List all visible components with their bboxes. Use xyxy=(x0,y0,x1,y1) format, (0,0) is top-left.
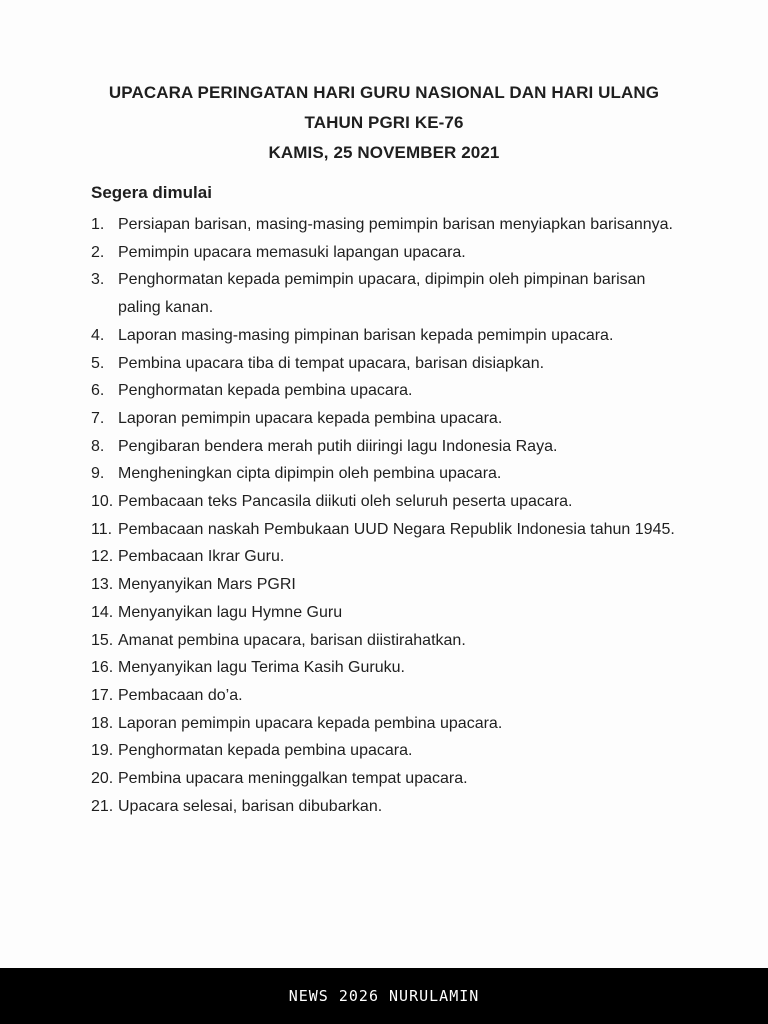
list-item xyxy=(91,239,677,267)
list-item xyxy=(91,211,677,239)
document-title-block xyxy=(91,78,677,168)
list-item xyxy=(91,710,677,738)
list-item-number: 11. xyxy=(91,520,113,538)
list-item xyxy=(91,571,677,599)
footer-watermark-text: NEWS 2026 NURULAMIN xyxy=(288,987,480,1005)
list-item-number: 19. xyxy=(91,742,114,760)
footer-watermark-bar xyxy=(0,968,768,1024)
list-item-text: Upacara selesai, barisan dibubarkan. xyxy=(118,797,383,815)
list-item xyxy=(91,516,677,544)
title-line-1: UPACARA PERINGATAN HARI GURU NASIONAL DAN HARI ULANG xyxy=(108,83,660,102)
list-item xyxy=(91,599,677,627)
list-item-number: 13. xyxy=(91,576,114,594)
list-item-number: 2. xyxy=(91,243,105,261)
list-item-number: 20. xyxy=(91,770,114,788)
list-item-text: Menyanyikan lagu Hymne Guru xyxy=(118,603,343,621)
list-item xyxy=(91,460,677,488)
list-item-number: 8. xyxy=(91,437,105,455)
list-item xyxy=(91,405,677,433)
list-item-text: Penghormatan kepada pembina upacara. xyxy=(118,382,413,400)
list-item-text: Penghormatan kepada pemimpin upacara, dipimpin oleh pimpinan barisan paling kanan. xyxy=(118,271,646,317)
list-item xyxy=(91,543,677,571)
list-item-number: 18. xyxy=(91,714,114,732)
section-heading: Segera dimulai xyxy=(91,183,212,202)
list-item xyxy=(91,793,677,821)
list-item-text: Laporan masing-masing pimpinan barisan kepada pemimpin upacara. xyxy=(118,326,614,344)
list-item xyxy=(91,654,677,682)
title-line-3: KAMIS, 25 NOVEMBER 2021 xyxy=(268,143,500,162)
list-item xyxy=(91,266,677,321)
list-item-text: Pembacaan do’a. xyxy=(118,686,243,704)
list-item-number: 12. xyxy=(91,548,114,566)
list-item-text: Pembina upacara meninggalkan tempat upacara. xyxy=(118,770,468,788)
list-item xyxy=(91,433,677,461)
title-line-2: TAHUN PGRI KE-76 xyxy=(304,113,464,132)
list-item-number: 7. xyxy=(91,409,105,427)
list-item-text: Pembacaan teks Pancasila diikuti oleh seluruh peserta upacara. xyxy=(118,493,573,511)
list-item-number: 16. xyxy=(91,659,114,677)
list-item-text: Pengibaran bendera merah putih diiringi lagu Indonesia Raya. xyxy=(118,437,558,455)
list-item-number: 1. xyxy=(91,216,105,233)
list-item-text: Laporan pemimpin upacara kepada pembina upacara. xyxy=(118,409,503,427)
list-item-number: 17. xyxy=(91,686,114,704)
list-item-text: Menyanyikan Mars PGRI xyxy=(118,576,296,594)
list-item xyxy=(91,488,677,516)
list-item-text: Menyanyikan lagu Terima Kasih Guruku. xyxy=(118,659,405,677)
list-item-number: 9. xyxy=(91,465,105,483)
list-item-text: Persiapan barisan, masing-masing pemimpin barisan menyiapkan barisannya. xyxy=(118,216,673,233)
list-item xyxy=(91,737,677,765)
list-item xyxy=(91,682,677,710)
list-item-text: Pembina upacara tiba di tempat upacara, barisan disiapkan. xyxy=(118,354,545,372)
list-item-number: 5. xyxy=(91,354,105,372)
list-item xyxy=(91,350,677,378)
list-item-text: Mengheningkan cipta dipimpin oleh pembina upacara. xyxy=(118,465,502,483)
list-item xyxy=(91,627,677,655)
list-item-number: 3. xyxy=(91,271,105,289)
list-item-text: Pembacaan Ikrar Guru. xyxy=(118,548,285,566)
list-item-text: Penghormatan kepada pembina upacara. xyxy=(118,742,413,760)
list-item-number: 4. xyxy=(91,326,105,344)
list-item-number: 6. xyxy=(91,382,105,400)
list-item-number: 14. xyxy=(91,603,114,621)
list-item-text: Pemimpin upacara memasuki lapangan upacara. xyxy=(118,243,466,261)
list-item xyxy=(91,765,677,793)
list-item-text: Pembacaan naskah Pembukaan UUD Negara Republik Indonesia tahun 1945. xyxy=(118,520,675,538)
list-item-text: Amanat pembina upacara, barisan diistirahatkan. xyxy=(118,631,466,649)
list-item-number: 10. xyxy=(91,493,114,511)
list-item xyxy=(91,322,677,350)
list-item xyxy=(91,377,677,405)
list-item-text: Laporan pemimpin upacara kepada pembina upacara. xyxy=(118,714,503,732)
ceremony-list xyxy=(91,211,677,820)
list-item-number: 15. xyxy=(91,631,114,649)
list-item-number: 21. xyxy=(91,797,114,815)
